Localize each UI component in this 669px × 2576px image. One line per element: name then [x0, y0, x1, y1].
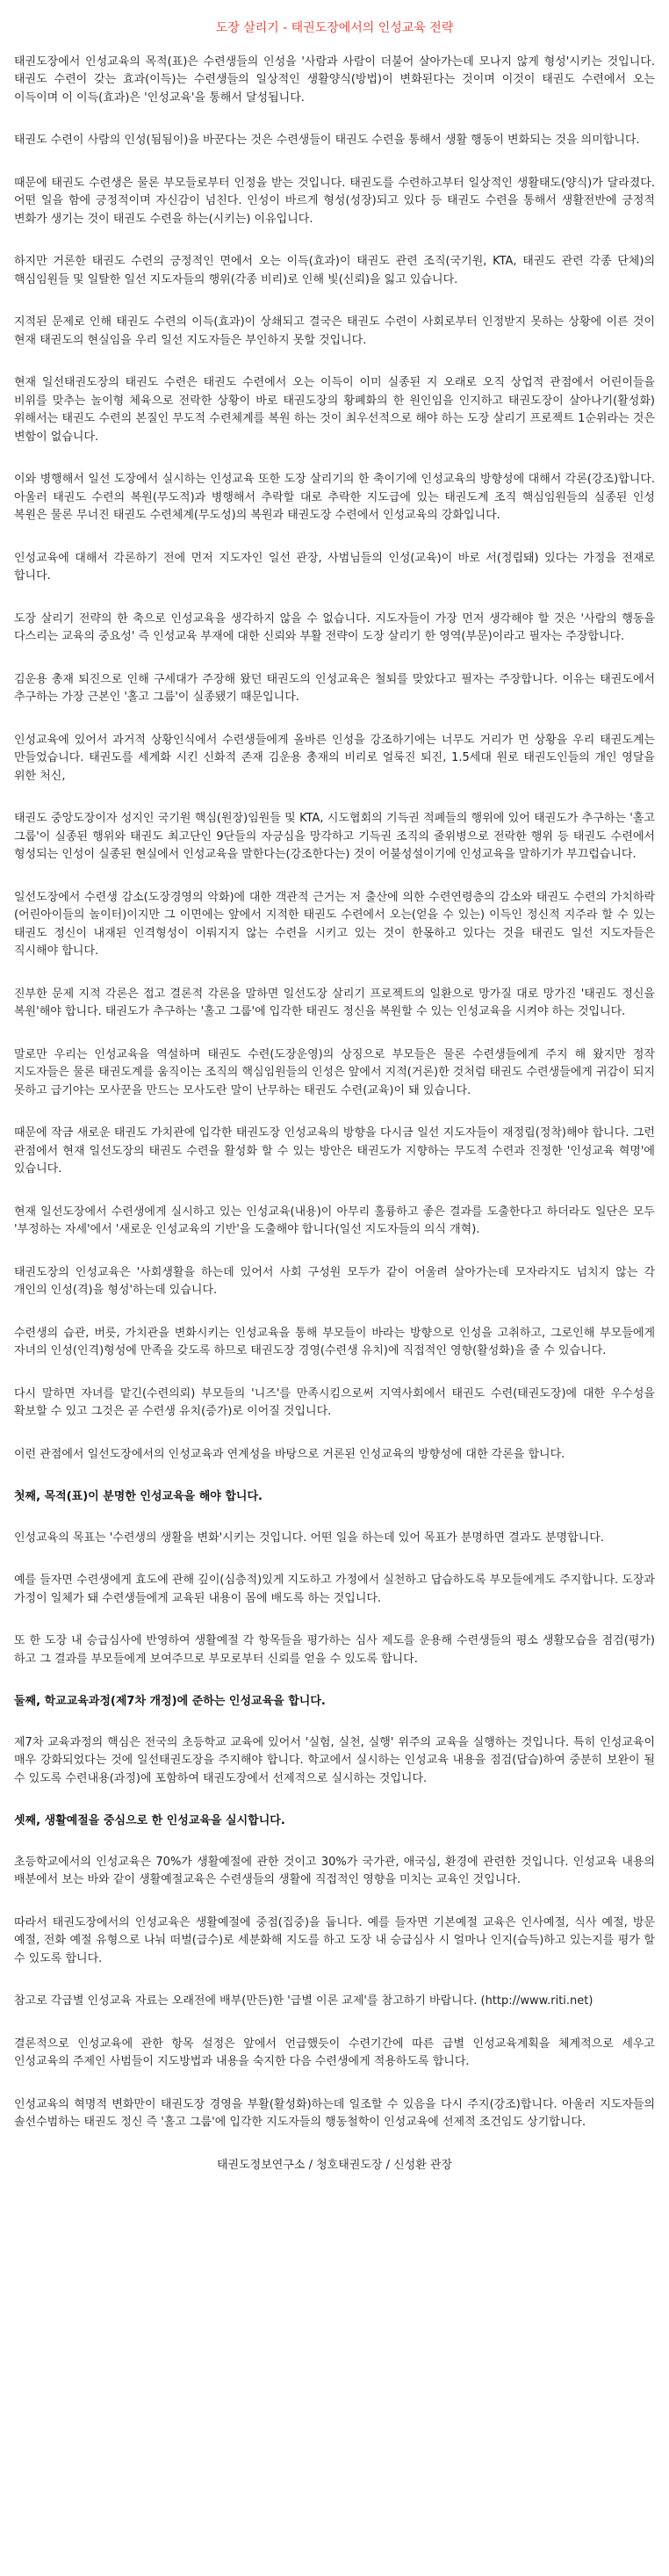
- paragraph: 일선도장에서 수련생 감소(도장경영의 악화)에 대한 객관적 근거는 저 출산에 의한 수련연령층의 감소와 태권도 수련의 가치하락(어린아이들의 놀이터)이지만 그 이면에는 앞에서 지적한 태권도 수련에서 오는(얻을 수 있는) 이득인 정신적 지주라 할 수 있는 태권도 정신이 내재된 인격형성이 이뤄지지 않는 수련을 시키고 있는 것이 한몫하고 있다는 것을 태권도 일선 지도자들은 직시해야 합니다.: [14, 890, 655, 958]
- paragraph: 인성교육의 목표는 '수련생의 생활을 변화'시키는 것입니다. 어떤 일을 하는데 있어 목표가 분명하면 결과도 분명합니다.: [14, 1530, 604, 1545]
- paragraph: 인성교육의 혁명적 변화만이 태권도장 경영을 부활(활성화)하는데 일조할 수 있음을 다시 주지(강조)합니다. 아울러 지도자들의 솔선수범하는 태권도 정신 즉 '홀고 그룹'에 입각한 지도자들의 행동철학이 인성교육에 선제적 조건임도 상기합니다.: [14, 2097, 655, 2129]
- paragraph: 때문에 작금 새로운 태권도 가치관에 입각한 태권도장 인성교육의 방향을 다시금 일선 지도자들이 재정립(정착)해야 합니다. 그런 관점에서 현재 일선도장의 태권도 수련을 활성화 할 수 있는 방안은 태권도가 지향하는 무도적 수련과 진정한 '인성교육 혁명'에 있습니다.: [14, 1126, 655, 1176]
- paragraph: 결론적으로 인성교육에 관한 항목 설정은 앞에서 언급했듯이 수련기간에 따른 급별 인성교육계획을 체계적으로 세우고 인성교육의 주제인 사범들이 지도방법과 내용을 숙지한 다음 수련생에게 적용하도록 합니다.: [14, 2037, 655, 2068]
- paragraph: 인성교육에 대해서 각론하기 전에 먼저 지도자인 일선 관장, 사범님들의 인성(교육)이 바로 서(정립돼) 있다는 가정을 전재로 합니다.: [14, 551, 655, 582]
- paragraph: 참고로 각급별 인성교육 자료는 오래전에 배부(만든)한 '급별 이론 교제'를 참고하기 바랍니다. (http://www.riti.net): [14, 1994, 593, 2008]
- paragraph: 제7차 교육과정의 핵심은 전국의 초등학교 교육에 있어서 '실험, 실천, 실행' 위주의 교육을 실행하는 것입니다. 특히 인성교육이 매우 강화되었다는 것에 일선태권도장을 주지해야 합니다. 학교에서 실시하는 인성교육 내용을 점검(답습)하여 중분히 보완이 될 수 있도록 수련내용(과정)에 포함하여 태권도장에서 선제적으로 실시하는 것입니다.: [14, 1735, 655, 1785]
- document-title: 도장 살리기 - 태권도장에서의 인성교육 전략: [215, 21, 454, 35]
- paragraph: 도장 살리기 전략의 한 축으로 인성교육을 생각하지 않을 수 없습니다. 지도자들이 가장 먼저 생각해야 할 것은 '사람의 행동을 다스리는 교육의 중요성' 즉 인성교육 부재에 대한 신뢰와 부활 전략이 도장 살리기 한 영역(부문)이라고 필자는 주장합니다.: [14, 611, 655, 643]
- paragraph: 말로만 우리는 인성교육을 역설하며 태권도 수련(도장운영)의 상징으로 부모들은 물론 수련생들에게 주지 해 왔지만 정작 지도자들은 물론 태권도계를 움직이는 조직의 핵심임원들의 인성은 앞에서 지적(거론)한 것처럼 태권도 수련생들에게 귀감이 되지 못하고 급기야는 모사꾼을 만드는 모사도란 말이 난무하는 태권도 수련(교육)이 돼 있습니다.: [14, 1047, 655, 1097]
- paragraph: 태권도 중앙도장이자 성지인 국기원 핵심(원장)임원들 및 KTA, 시도협회의 기득권 적폐들의 행위에 있어 태권도가 추구하는 '홀고 그룹'이 실종된 행위와 태권도 최고단인 9단들의 자긍심을 망각하고 기득권 조직의 줄위병으로 전락한 행위 등 태권도 수련에서 형성되는 인성이 실종된 현실에서 인성교육을 말한다는(강조한다는) 것이 어불성설이기에 인성교육을 말하기가 부끄럽습니다.: [14, 812, 655, 861]
- paragraph: 초등학교에서의 인성교육은 70%가 생활예절에 관한 것이고 30%가 국가관, 애국심, 환경에 관련한 것입니다. 인성교육 내용의 배분에서 보는 바와 같이 생활예절교육은 수련생들의 생활에 직접적인 영향을 미치는 교육인 것입니다.: [14, 1855, 655, 1886]
- paragraph: 태권도장에서 인성교육의 목적(표)은 수련생들의 인성을 '사람과 사람이 더불어 살아가는데 모나지 않게 형성'시키는 것입니다. 태권도 수련이 갖는 효과(이득)는 수련생들의 일상적인 생활양식(방법)이 변화된다는 것이며 이것이 태권도 수련에서 오는 이득이며 이 이득(효과)은 '인성교육'을 통해서 달성됩니다.: [14, 54, 655, 105]
- paragraph: 따라서 태권도장에서의 인성교육은 생활예절에 중점(집중)을 둡니다. 예를 들자면 기본예절 교육은 인사예절, 식사 예절, 방문 예절, 전화 예절 유형으로 나눠 떠벌(급수)로 세분화해 지도를 하고 도장 내 승급심사 시 얼마나 인지(습득)하고 있는지를 평가 할 수 있도록 합니다.: [14, 1915, 655, 1965]
- paragraph: 김운용 총재 퇴진으로 인해 구세대가 주장해 왔던 태권도의 인성교육은 철퇴를 맞았다고 필자는 주장합니다. 이유는 태권도에서 추구하는 가장 근본인 '홀고 그룹'이 실종됐기 때문입니다.: [14, 672, 655, 704]
- paragraph: 현재 일선태권도장의 태권도 수련은 태권도 수련에서 오는 이득이 이미 실종된 지 오래로 오직 상업적 관점에서 어린이들을 비위를 맞추는 놀이형 체육으로 전락한 상황이 바로 태권도장의 황폐화의 한 원인임을 인지하고 태권도장이 살아나기(활성화) 위해서는 태권도 수련의 본질인 무도적 수련체계를 복원 하는 것이 최우선적으로 해야 하는 도장 살리기 프로젝트 1순위라는 것은 변함이 없습니다.: [14, 376, 655, 444]
- paragraph: 태권도장의 인성교육은 '사회생활을 하는데 있어서 사회 구성원 모두가 같이 어울려 살아가는데 모자라지도 넘치지 않는 각 개인의 인성(격)을 형성'하는데 있습니다.: [14, 1265, 655, 1297]
- paragraph: 태권도 수련이 사람의 인성(됨됨이)을 바꾼다는 것은 수련생들이 태권도 수련을 통해서 생활 행동이 변화되는 것을 의미합니다.: [14, 134, 640, 147]
- intro-section: [14, 54, 655, 1465]
- paragraph: 이와 병행해서 일선 도장에서 실시하는 인성교육 또한 도장 살리기의 한 축이기에 인성교육의 방향성에 대해서 각론(강조)합니다. 아울러 태권도 수련의 복원(무도적)과 병행해서 추락할 대로 추락한 지도급에 있는 태권도계 조직 핵심임원들의 실종된 인성 복원은 물론 무너진 태권도 수련체계(무도성)의 복원과 태권도장 수련에서 인성교육의 강화입니다.: [14, 473, 655, 522]
- paragraph: 인성교육에 있어서 과거적 상황인식에서 수련생들에게 올바른 인성을 강조하기에는 너무도 거리가 먼 상황을 우리 태권도계는 만들었습니다. 태권도를 세계화 시킨 신화적 존재 김운용 총재의 비리로 얼룩진 퇴진, 1.5세대 원로 태권도인들의 개인 영달을 위한 처신,: [14, 733, 655, 783]
- paragraph: 예를 들자면 수련생에게 효도에 관해 깊이(심층적)있게 지도하고 가정에서 실천하고 답습하도록 부모들에게도 주지합니다. 도장과 가정이 일체가 돼 수련생들에게 교육된 내용이 몸에 배도록 하는 것입니다.: [14, 1574, 655, 1605]
- paragraph: 하지만 거론한 태권도 수련의 긍정적인 면에서 오는 이득(효과)이 태권도 관련 조직(국기원, KTA, 태권도 관련 각종 단체)의 핵심임원들 및 일탈한 일선 지도자들의 행위(각종 비리)로 인해 빛(신뢰)을 잃고 있습니다.: [14, 255, 655, 286]
- section-third: [14, 1813, 655, 2132]
- paragraph: 현재 일선도장에서 수련생에게 실시하고 있는 인성교육(내용)이 아무리 훌륭하고 좋은 결과를 도출한다고 하더라도 일단은 모두 '부정하는 자세'에서 '새로운 인성교육의 기반'을 도출해야 합니다(일선 지도자들의 의식 개혁).: [14, 1205, 655, 1236]
- paragraph: 수련생의 습관, 버릇, 가치관을 변화시키는 인성교육을 통해 부모들이 바라는 방향으로 인성을 고취하고, 그로인해 부모들에게 자녀의 인성(인격)형성에 만족을 갖도록 하므로 태권도장 경영(수련생 유치)에 직접적인 영향(활성화)을 줄 수 있습니다.: [14, 1326, 655, 1357]
- section-first: [14, 1488, 655, 1668]
- paragraph: 때문에 태권도 수련생은 물론 부모들로부터 인정을 받는 것입니다. 태권도를 수련하고부터 일상적인 생활태도(양식)가 달라졌다. 어떤 일을 함에 긍정적이며 자신감이 넘친다. 인성이 바르게 형성(성장)되고 있다 등 태권도 수련을 통해서 생활전반에 긍정적 변화가 생기는 것이 태권도 수련을 하는(시키는) 이유입니다.: [14, 176, 655, 226]
- section-heading: 둘째, 학교교육과정(제7차 개정)에 준하는 인성교육을 합니다.: [14, 1695, 326, 1708]
- section-heading: 첫째, 목적(표)이 분명한 인성교육을 해야 합니다.: [14, 1490, 263, 1503]
- section-heading: 셋째, 생활예절을 중심으로 한 인성교육을 실시합니다.: [14, 1814, 285, 1827]
- paragraph: 지적된 문제로 인해 태권도 수련의 이득(효과)이 상쇄되고 결국은 태권도 수련이 사회로부터 인정받지 못하는 상황에 이른 것이 현재 태권도의 현실임을 우리 일선 지도자들은 부인하지 못할 것입니다.: [14, 315, 655, 347]
- paragraph: 또 한 도장 내 승급심사에 반영하여 생활예절 각 항목들을 평가하는 심사 제도를 운용해 수련생들의 평소 생활모습을 점검(평가)하고 그 결과를 부모들에게 보여주므로 부모로부터 신뢰를 얻을 수 있도록 합니다.: [14, 1634, 655, 1666]
- author-signature: 태권도정보연구소 / 청호태권도장 / 신성환 관장: [216, 2158, 453, 2172]
- section-second: [14, 1693, 655, 1788]
- paragraph: 이런 관점에서 일선도장에서의 인성교육과 연계성을 바탕으로 거론된 인성교육의 방향성에 대한 각론을 합니다.: [14, 1447, 565, 1461]
- paragraph: 다시 말하면 자녀를 맡긴(수련의뢰) 부모들의 '니즈'를 만족시킴으로써 지역사회에서 태권도 수련(태권도장)에 대한 우수성을 확보할 수 있고 그것은 곧 수련생 유치(증가)로 이어질 것입니다.: [14, 1386, 655, 1418]
- paragraph: 진부한 문제 지적 각론은 접고 결론적 각론을 말하면 일선도장 살리기 프로젝트의 일환으로 망가질 대로 망가진 '태권도 정신을 복원'해야 합니다. 태권도가 추구하는 '홀고 그룹'에 입각한 태권도 정신을 복원할 수 있는 인성교육을 시켜야 하는 것입니다.: [14, 987, 655, 1018]
